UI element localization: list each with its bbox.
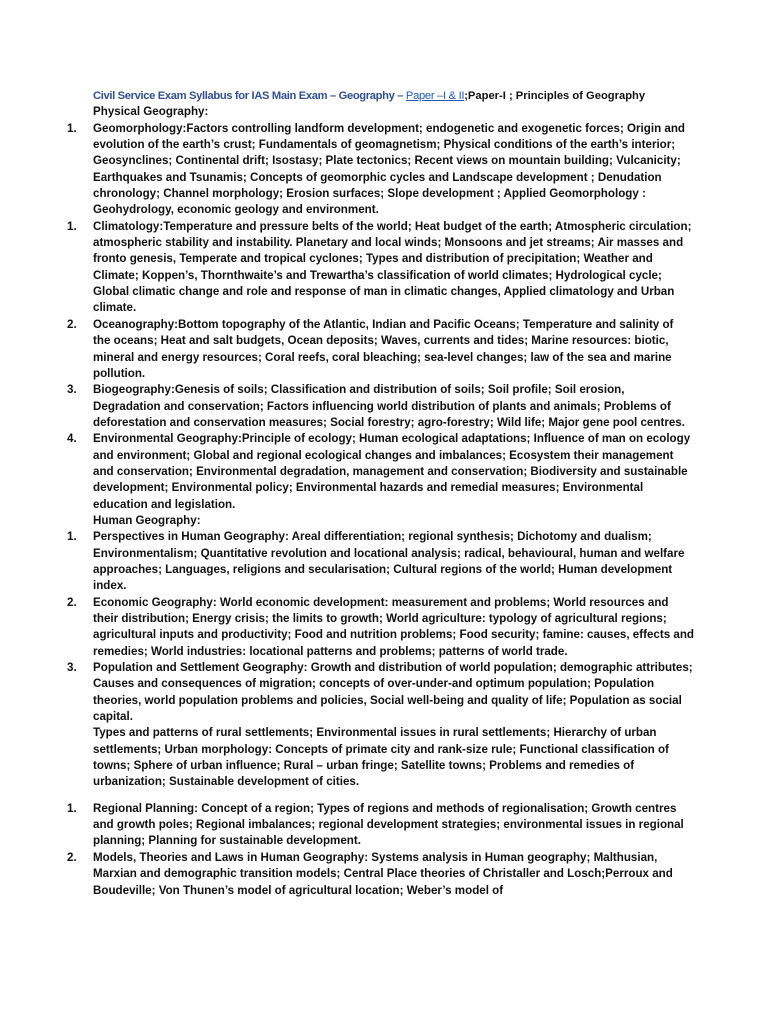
list-item xyxy=(0,801,768,850)
section-heading-human: Human Geography: xyxy=(93,513,201,527)
section-heading-physical: Physical Geography: xyxy=(93,105,209,119)
list-item xyxy=(0,317,768,382)
item-number: 3. xyxy=(67,383,77,397)
settlement-paragraph: Types and patterns of rural settlements; Environmental issues in rural settlements; Hierarchy of urban settlements; Urban morphology: Concepts of primate city and rank-size rule; Functional classification of towns; Sphere of urban influence; Rural – urban fringe; Satellite towns; Problems and remedies of urbanization; Sustainable development of cities. xyxy=(93,726,669,789)
paragraph-gap xyxy=(0,791,768,801)
item-number: 2. xyxy=(67,595,77,609)
item-text: Principle of ecology; Human ecological adaptations; Influence of man on ecology and environment; Global and regional ecological changes and imbalances; Ecosystem their management and conservation; Environmental degradation, management and conservation; Biodiversity and sustainable development; Environmental policy; Environmental hazards and remedial measures; Environmental education and legislation. xyxy=(93,432,691,511)
item-number: 1. xyxy=(67,219,77,233)
item-number: 3. xyxy=(67,661,77,675)
list-item xyxy=(0,382,768,431)
item-term: Regional Planning: xyxy=(93,801,198,815)
item-text: Temperature and pressure belts of the world; Heat budget of the earth; Atmospheric circulation; atmospheric stability and instability. Planetary and local winds; Monsoons and jet streams; Air masses and fronto genesis, Temperate and tropical cyclones; Types and distribution of precipitation; Weather and Climate; Koppen’s, Thornthwaite’s and Trewartha’s classification of world climates; Hydrological cycle; Global climatic change and role and response of man in climatic changes, Applied climatology and Urban climate. xyxy=(93,219,692,315)
list-item xyxy=(0,121,768,219)
item-text: Areal differentiation; regional synthesis; Dichotomy and dualism; Environmentalism; Quantitative revolution and locational analysis; radical, behavioural, human and welfare approaches; Languages, religions and secularisation; Cultural regions of the world; Human development index. xyxy=(93,530,685,593)
item-number: 2. xyxy=(67,317,77,331)
item-number: 1. xyxy=(67,121,77,135)
item-term: Models, Theories and Laws in Human Geography: xyxy=(93,850,369,864)
item-text: Concept of a region; Types of regions and methods of regionalisation; Growth centres and growth poles; Regional imbalances; regional development strategies; environmental issues in regional planning; Planning for sustainable development. xyxy=(93,801,684,848)
title-suffix: ;Paper-I ; Principles of Geography xyxy=(464,90,646,102)
item-number: 1. xyxy=(67,530,77,544)
paper-link[interactable]: Paper –I & II xyxy=(405,90,465,102)
item-text: Growth and distribution of world population; demographic attributes; Causes and consequences of migration; concepts of over-under-and optimum population; Population theories, world population problems and policies, Social well-being and quality of life; Population as social capital. xyxy=(93,661,693,724)
item-term: Oceanography: xyxy=(93,317,179,331)
document-title xyxy=(93,88,698,104)
item-term: Population and Settlement Geography: xyxy=(93,661,308,675)
item-text: Bottom topography of the Atlantic, Indian and Pacific Oceans; Temperature and salinity of the oceans; Heat and salt budgets, Ocean deposits; Waves, currents and tides; Marine resources: biotic, mineral and energy resources; Coral reefs, coral bleaching; sea-level changes; law of the sea and marine pollution. xyxy=(93,317,674,380)
item-number: 4. xyxy=(67,432,77,446)
item-text: Factors controlling landform development; endogenetic and exogenetic forces; Origin and evolution of the earth’s crust; Fundamentals of geomagnetism; Physical conditions of the earth’s interior; Geosynclines; Continental drift; Isostasy; Plate tectonics; Recent views on mountain building; Vulcanicity; Earthquakes and Tsunamis; Concepts of geomorphic cycles and Landscape development ; Denudation chronology; Channel morphology; Erosion surfaces; Slope development ; Applied Geomorphology : Geohydrology, economic geology and environment. xyxy=(93,121,685,217)
item-number: 1. xyxy=(67,801,77,815)
item-term: Environmental Geography: xyxy=(93,432,242,446)
item-text: World economic development: measurement and problems; World resources and their distribution; Energy crisis; the limits to growth; World agriculture: typology of agricultural regions; agricultural inputs and productivity; Food and nutrition problems; Food security; famine: causes, effects and remedies; World industries: locational patterns and problems; patterns of world trade. xyxy=(93,595,695,658)
list-item xyxy=(0,660,768,725)
item-term: Biogeography: xyxy=(93,383,175,397)
item-text: Genesis of soils; Classification and distribution of soils; Soil profile; Soil erosion, Degradation and conservation; Factors influencing world distribution of plants and animals; Problems of deforestation and conservation measures; Social forestry; agro-forestry; Wild life; Major gene pool centres. xyxy=(93,383,685,429)
item-term: Perspectives in Human Geography: xyxy=(93,530,289,544)
item-term: Geomorphology: xyxy=(93,121,187,135)
item-term: Climatology: xyxy=(93,219,164,233)
list-item xyxy=(0,431,768,513)
list-item xyxy=(0,219,768,317)
item-term: Economic Geography: xyxy=(93,595,217,609)
syllabus-document xyxy=(0,88,768,899)
list-item xyxy=(0,529,768,594)
item-text: Systems analysis in Human geography; Malthusian, Marxian and demographic transition models; Central Place theories of Christaller and Losch;Perroux and Boudeville; Von Thunen’s model of agricultural location; Weber’s model of xyxy=(93,850,673,897)
item-number: 2. xyxy=(67,850,77,864)
list-item xyxy=(0,595,768,660)
title-prefix: Civil Service Exam Syllabus for IAS Main Exam – Geography – xyxy=(93,90,406,102)
list-item xyxy=(0,850,768,899)
